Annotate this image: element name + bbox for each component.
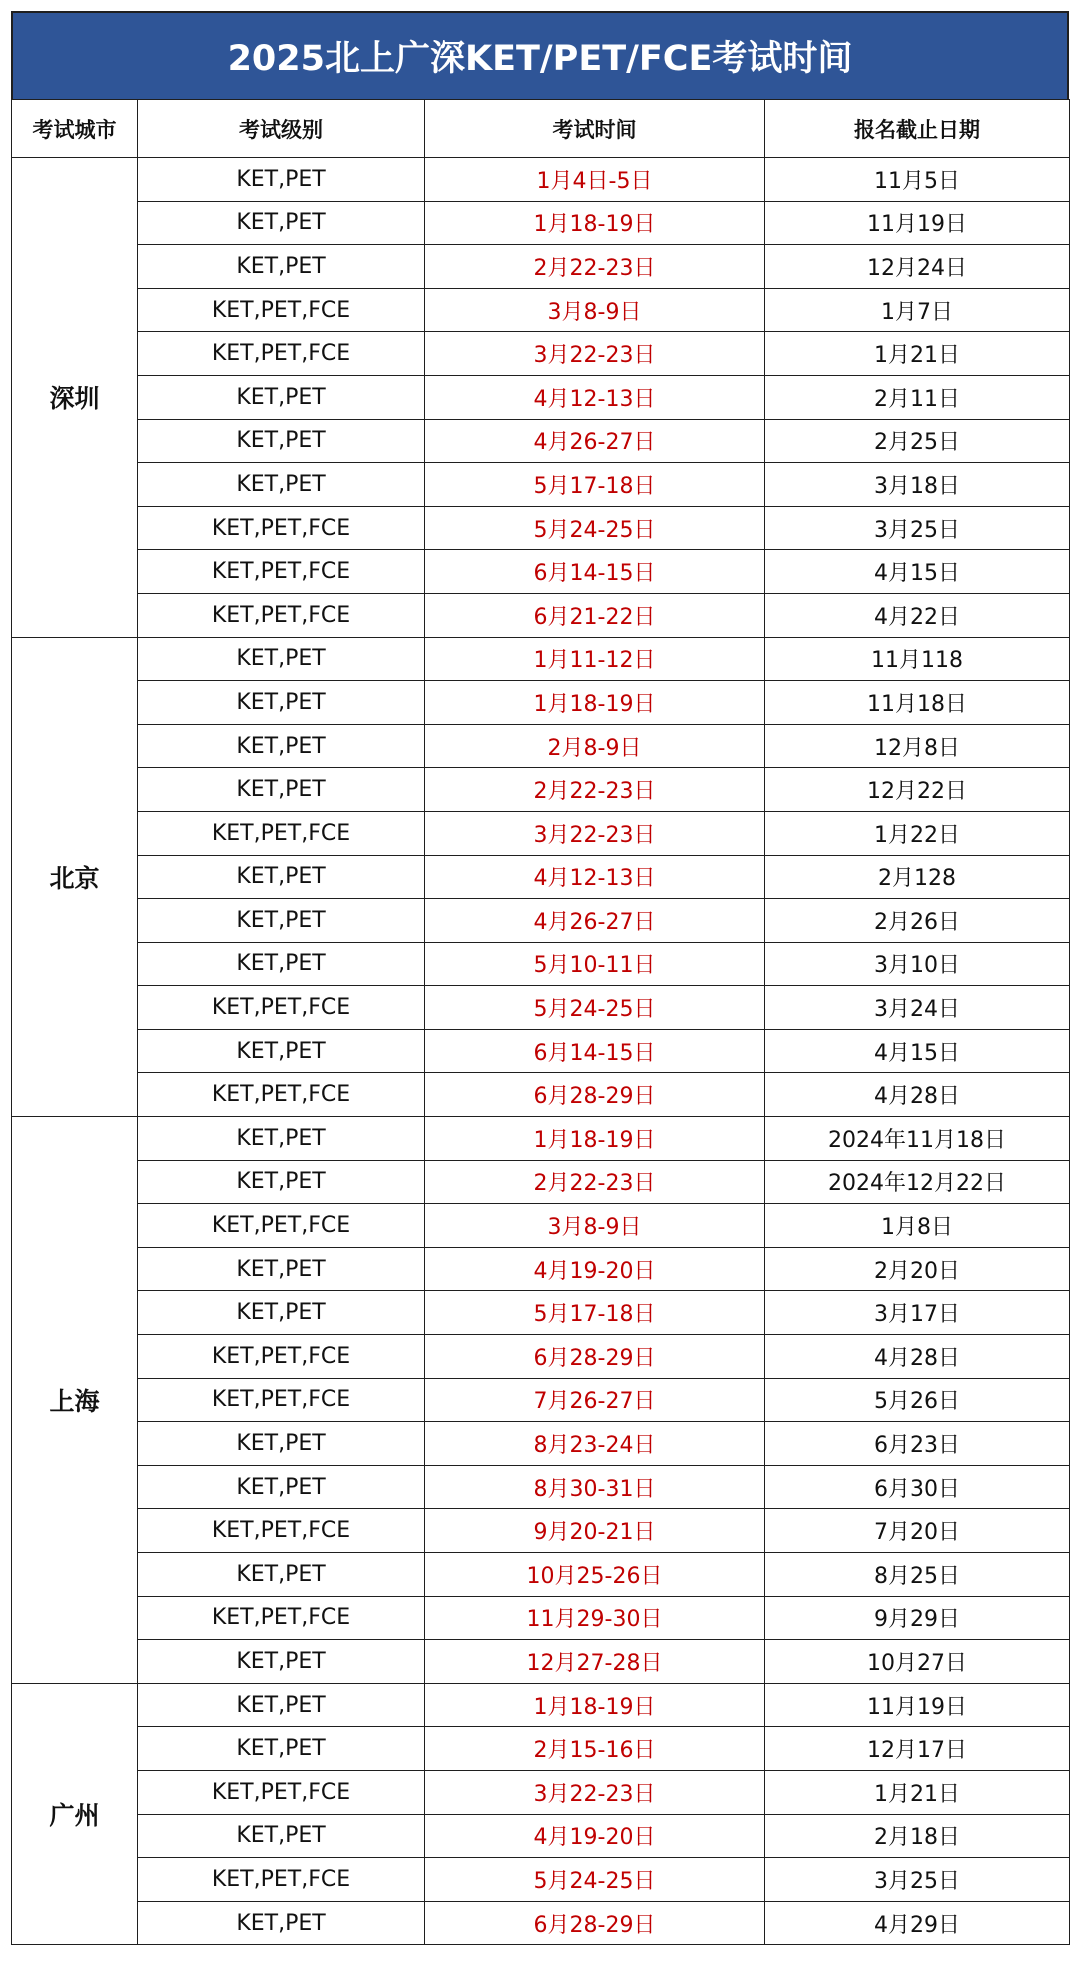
deadline-cell: 12月22日 bbox=[765, 768, 1070, 812]
level-cell: KET,PET,FCE bbox=[138, 1596, 425, 1640]
level-cell: KET,PET bbox=[138, 1160, 425, 1204]
deadline-cell: 3月25日 bbox=[765, 506, 1070, 550]
exam-date-cell: 1月11-12日 bbox=[425, 637, 765, 681]
exam-date-cell: 12月27-28日 bbox=[425, 1640, 765, 1684]
level-cell: KET,PET bbox=[138, 419, 425, 463]
table-row bbox=[12, 637, 1070, 681]
deadline-cell: 12月24日 bbox=[765, 245, 1070, 289]
exam-date-cell: 1月18-19日 bbox=[425, 1683, 765, 1727]
table-row bbox=[12, 506, 1070, 550]
table-row bbox=[12, 811, 1070, 855]
deadline-cell: 4月15日 bbox=[765, 1029, 1070, 1073]
exam-date-cell: 1月18-19日 bbox=[425, 1117, 765, 1161]
table-row bbox=[12, 201, 1070, 245]
deadline-cell: 6月23日 bbox=[765, 1422, 1070, 1466]
city-cell: 深圳 bbox=[12, 158, 138, 638]
deadline-cell: 1月22日 bbox=[765, 811, 1070, 855]
table-row bbox=[12, 724, 1070, 768]
exam-date-cell: 6月28-29日 bbox=[425, 1901, 765, 1945]
table-row bbox=[12, 332, 1070, 376]
deadline-cell: 4月15日 bbox=[765, 550, 1070, 594]
deadline-cell: 2月20日 bbox=[765, 1247, 1070, 1291]
deadline-cell: 12月17日 bbox=[765, 1727, 1070, 1771]
level-cell: KET,PET bbox=[138, 245, 425, 289]
exam-date-cell: 2月22-23日 bbox=[425, 768, 765, 812]
table-row bbox=[12, 1247, 1070, 1291]
exam-date-cell: 6月14-15日 bbox=[425, 1029, 765, 1073]
deadline-cell: 3月24日 bbox=[765, 986, 1070, 1030]
level-cell: KET,PET,FCE bbox=[138, 1335, 425, 1379]
level-cell: KET,PET,FCE bbox=[138, 593, 425, 637]
level-cell: KET,PET bbox=[138, 1465, 425, 1509]
deadline-cell: 4月28日 bbox=[765, 1335, 1070, 1379]
exam-date-cell: 8月23-24日 bbox=[425, 1422, 765, 1466]
deadline-cell: 9月29日 bbox=[765, 1596, 1070, 1640]
deadline-cell: 1月7日 bbox=[765, 288, 1070, 332]
level-cell: KET,PET bbox=[138, 1640, 425, 1684]
level-cell: KET,PET bbox=[138, 681, 425, 725]
deadline-cell: 11月19日 bbox=[765, 1683, 1070, 1727]
exam-date-cell: 4月12-13日 bbox=[425, 855, 765, 899]
exam-date-cell: 2月15-16日 bbox=[425, 1727, 765, 1771]
exam-date-cell: 5月24-25日 bbox=[425, 986, 765, 1030]
table-row bbox=[12, 1204, 1070, 1248]
table-row bbox=[12, 158, 1070, 202]
level-cell: KET,PET,FCE bbox=[138, 1770, 425, 1814]
exam-date-cell: 3月22-23日 bbox=[425, 811, 765, 855]
exam-date-cell: 2月22-23日 bbox=[425, 245, 765, 289]
table-row bbox=[12, 1378, 1070, 1422]
exam-date-cell: 6月28-29日 bbox=[425, 1073, 765, 1117]
level-cell: KET,PET bbox=[138, 201, 425, 245]
level-cell: KET,PET bbox=[138, 1901, 425, 1945]
level-cell: KET,PET bbox=[138, 1683, 425, 1727]
exam-date-cell: 4月19-20日 bbox=[425, 1814, 765, 1858]
deadline-cell: 4月22日 bbox=[765, 593, 1070, 637]
deadline-cell: 3月17日 bbox=[765, 1291, 1070, 1335]
table-row bbox=[12, 288, 1070, 332]
exam-date-cell: 5月24-25日 bbox=[425, 1858, 765, 1902]
level-cell: KET,PET bbox=[138, 1291, 425, 1335]
city-cell: 北京 bbox=[12, 637, 138, 1117]
table-row bbox=[12, 1640, 1070, 1684]
table-row bbox=[12, 1465, 1070, 1509]
level-cell: KET,PET,FCE bbox=[138, 332, 425, 376]
level-cell: KET,PET bbox=[138, 1247, 425, 1291]
table-row bbox=[12, 375, 1070, 419]
deadline-cell: 4月28日 bbox=[765, 1073, 1070, 1117]
deadline-cell: 2024年11月18日 bbox=[765, 1117, 1070, 1161]
level-cell: KET,PET bbox=[138, 855, 425, 899]
exam-date-cell: 2月22-23日 bbox=[425, 1160, 765, 1204]
deadline-cell: 12月8日 bbox=[765, 724, 1070, 768]
exam-date-cell: 1月18-19日 bbox=[425, 681, 765, 725]
table-row bbox=[12, 1553, 1070, 1597]
deadline-cell: 7月20日 bbox=[765, 1509, 1070, 1553]
table-row bbox=[12, 550, 1070, 594]
exam-date-cell: 5月10-11日 bbox=[425, 942, 765, 986]
exam-date-cell: 4月12-13日 bbox=[425, 375, 765, 419]
level-cell: KET,PET bbox=[138, 942, 425, 986]
exam-date-cell: 3月22-23日 bbox=[425, 332, 765, 376]
deadline-cell: 11月5日 bbox=[765, 158, 1070, 202]
deadline-cell: 3月18日 bbox=[765, 463, 1070, 507]
level-cell: KET,PET bbox=[138, 1727, 425, 1771]
table-row bbox=[12, 1029, 1070, 1073]
table-row bbox=[12, 1596, 1070, 1640]
exam-schedule-table bbox=[11, 99, 1070, 1945]
table-row bbox=[12, 1814, 1070, 1858]
table-row bbox=[12, 942, 1070, 986]
table-row bbox=[12, 681, 1070, 725]
level-cell: KET,PET,FCE bbox=[138, 986, 425, 1030]
table-row bbox=[12, 768, 1070, 812]
exam-date-cell: 6月14-15日 bbox=[425, 550, 765, 594]
exam-date-cell: 9月20-21日 bbox=[425, 1509, 765, 1553]
level-cell: KET,PET,FCE bbox=[138, 506, 425, 550]
level-cell: KET,PET,FCE bbox=[138, 1378, 425, 1422]
deadline-cell: 10月27日 bbox=[765, 1640, 1070, 1684]
deadline-cell: 2月26日 bbox=[765, 899, 1070, 943]
deadline-cell: 1月21日 bbox=[765, 332, 1070, 376]
level-cell: KET,PET bbox=[138, 1814, 425, 1858]
deadline-cell: 5月26日 bbox=[765, 1378, 1070, 1422]
level-cell: KET,PET bbox=[138, 899, 425, 943]
exam-date-cell: 5月24-25日 bbox=[425, 506, 765, 550]
table-row bbox=[12, 593, 1070, 637]
level-cell: KET,PET,FCE bbox=[138, 1073, 425, 1117]
deadline-cell: 4月29日 bbox=[765, 1901, 1070, 1945]
level-cell: KET,PET,FCE bbox=[138, 550, 425, 594]
table-header-row bbox=[12, 100, 1070, 158]
table-row bbox=[12, 1858, 1070, 1902]
level-cell: KET,PET,FCE bbox=[138, 1204, 425, 1248]
header-deadline: 报名截止日期 bbox=[765, 100, 1070, 158]
deadline-cell: 1月8日 bbox=[765, 1204, 1070, 1248]
table-row bbox=[12, 986, 1070, 1030]
exam-date-cell: 4月19-20日 bbox=[425, 1247, 765, 1291]
level-cell: KET,PET bbox=[138, 463, 425, 507]
table-row bbox=[12, 1117, 1070, 1161]
level-cell: KET,PET bbox=[138, 637, 425, 681]
level-cell: KET,PET bbox=[138, 724, 425, 768]
deadline-cell: 11月118 bbox=[765, 637, 1070, 681]
level-cell: KET,PET bbox=[138, 1029, 425, 1073]
table-row bbox=[12, 1160, 1070, 1204]
level-cell: KET,PET bbox=[138, 768, 425, 812]
level-cell: KET,PET,FCE bbox=[138, 288, 425, 332]
deadline-cell: 8月25日 bbox=[765, 1553, 1070, 1597]
table-row bbox=[12, 1509, 1070, 1553]
table-row bbox=[12, 899, 1070, 943]
header-city: 考试城市 bbox=[12, 100, 138, 158]
exam-date-cell: 7月26-27日 bbox=[425, 1378, 765, 1422]
level-cell: KET,PET bbox=[138, 375, 425, 419]
exam-date-cell: 11月29-30日 bbox=[425, 1596, 765, 1640]
level-cell: KET,PET bbox=[138, 158, 425, 202]
deadline-cell: 11月19日 bbox=[765, 201, 1070, 245]
table-row bbox=[12, 1335, 1070, 1379]
deadline-cell: 11月18日 bbox=[765, 681, 1070, 725]
deadline-cell: 2月11日 bbox=[765, 375, 1070, 419]
exam-schedule-document bbox=[11, 11, 1069, 1945]
deadline-cell: 3月10日 bbox=[765, 942, 1070, 986]
table-row bbox=[12, 1727, 1070, 1771]
exam-date-cell: 6月28-29日 bbox=[425, 1335, 765, 1379]
exam-date-cell: 2月8-9日 bbox=[425, 724, 765, 768]
exam-date-cell: 1月4日-5日 bbox=[425, 158, 765, 202]
city-cell: 上海 bbox=[12, 1117, 138, 1684]
deadline-cell: 2024年12月22日 bbox=[765, 1160, 1070, 1204]
table-row bbox=[12, 1073, 1070, 1117]
table-body bbox=[12, 158, 1070, 1945]
exam-date-cell: 4月26-27日 bbox=[425, 419, 765, 463]
level-cell: KET,PET,FCE bbox=[138, 811, 425, 855]
table-row bbox=[12, 1422, 1070, 1466]
exam-date-cell: 6月21-22日 bbox=[425, 593, 765, 637]
deadline-cell: 3月25日 bbox=[765, 1858, 1070, 1902]
exam-date-cell: 10月25-26日 bbox=[425, 1553, 765, 1597]
deadline-cell: 6月30日 bbox=[765, 1465, 1070, 1509]
table-row bbox=[12, 855, 1070, 899]
deadline-cell: 2月25日 bbox=[765, 419, 1070, 463]
exam-date-cell: 5月17-18日 bbox=[425, 463, 765, 507]
table-row bbox=[12, 1901, 1070, 1945]
exam-date-cell: 3月8-9日 bbox=[425, 1204, 765, 1248]
level-cell: KET,PET bbox=[138, 1117, 425, 1161]
deadline-cell: 2月128 bbox=[765, 855, 1070, 899]
exam-date-cell: 3月22-23日 bbox=[425, 1770, 765, 1814]
page-title: 2025北上广深KET/PET/FCE考试时间 bbox=[11, 11, 1069, 99]
header-exam-date: 考试时间 bbox=[425, 100, 765, 158]
table-row bbox=[12, 245, 1070, 289]
exam-date-cell: 3月8-9日 bbox=[425, 288, 765, 332]
level-cell: KET,PET,FCE bbox=[138, 1858, 425, 1902]
exam-date-cell: 1月18-19日 bbox=[425, 201, 765, 245]
level-cell: KET,PET,FCE bbox=[138, 1509, 425, 1553]
exam-date-cell: 8月30-31日 bbox=[425, 1465, 765, 1509]
header-level: 考试级别 bbox=[138, 100, 425, 158]
city-cell: 广州 bbox=[12, 1683, 138, 1945]
exam-date-cell: 5月17-18日 bbox=[425, 1291, 765, 1335]
level-cell: KET,PET bbox=[138, 1553, 425, 1597]
deadline-cell: 1月21日 bbox=[765, 1770, 1070, 1814]
table-row bbox=[12, 1291, 1070, 1335]
table-row bbox=[12, 463, 1070, 507]
table-row bbox=[12, 419, 1070, 463]
exam-date-cell: 4月26-27日 bbox=[425, 899, 765, 943]
deadline-cell: 2月18日 bbox=[765, 1814, 1070, 1858]
table-row bbox=[12, 1683, 1070, 1727]
level-cell: KET,PET bbox=[138, 1422, 425, 1466]
table-row bbox=[12, 1770, 1070, 1814]
